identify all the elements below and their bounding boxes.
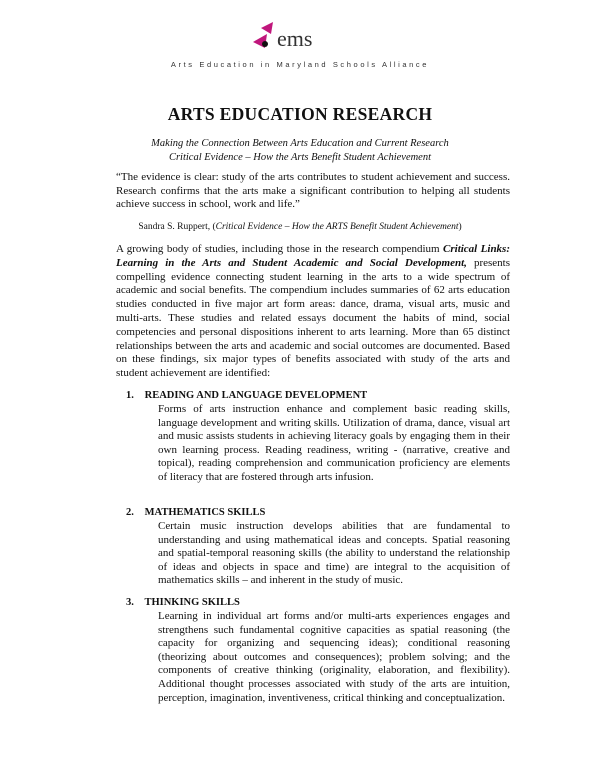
section-body: Learning in individual art forms and/or multi-arts experiences engages and strengthens such fundamental cognitive capacities as spatial reasoning (the capacity for organizing and sequencing ideas); conditional reasoning (theorizing about outcomes and consequences); problem solving; and the components of creative thinking (originality, elaboration, and flexibility). Additional thought processes associated with study of the arts are intuition, perception, imagination, inventiveness, critical thinking and conceptualization. <box>158 610 510 704</box>
subtitle <box>0 137 600 165</box>
section-number: 3. <box>126 597 134 608</box>
quote: “The evidence is clear: study of the arts contributes to student achievement and success. Research confirms that the arts make a significant contribution to helping all students achieve success in school, work and life.” <box>116 171 510 210</box>
section-title: THINKING SKILLS <box>144 597 240 608</box>
logo-text: ems <box>277 26 313 51</box>
citation-close: ) <box>458 222 462 232</box>
logo-mark <box>245 18 355 56</box>
citation-author: Sandra S. Ruppert, ( <box>138 222 216 232</box>
section-body: Forms of arts instruction enhance and complement basic reading skills, language development and writing skills. Utilization of drama, dance, visual art and music assists students in achieving literacy goals by engaging them in their own learning process. Reading readiness, writing - (narrative, creative and topical), reading comprehension and communication proficiency are elements of literacy that are fostered through arts infusion. <box>158 403 510 483</box>
section-body: Certain music instruction develops abilities that are fundamental to understanding and using mathematical ideas and concepts. Spatial reasoning and spatial-temporal reasoning skills (the ability to understand the relationship of ideas and objects in space and time) are integral to the acquisition of mathematics skills – and inherent in the study of music. <box>158 520 510 587</box>
section-number: 1. <box>126 390 134 401</box>
citation-work: Critical Evidence – How the ARTS Benefit Student Achievement <box>215 222 459 232</box>
page-title: ARTS EDUCATION RESEARCH <box>167 104 433 124</box>
section-title: READING AND LANGUAGE DEVELOPMENT <box>144 390 368 401</box>
section-heading <box>126 389 510 403</box>
section-mathematics <box>126 506 510 588</box>
section-heading <box>126 506 510 520</box>
intro-bold: Critical Links: Learning in the Arts and Student Academic and Social Development, <box>116 243 511 269</box>
subtitle-line-2: Critical Evidence – How the Arts Benefit Student Achievement <box>168 152 432 163</box>
intro-before: A growing body of studies, including those in the research compendium <box>116 243 444 255</box>
section-number: 2. <box>126 507 134 518</box>
subtitle-line-1: Making the Connection Between Arts Education and Current Research <box>151 138 449 149</box>
section-thinking <box>126 596 510 705</box>
citation <box>0 222 600 232</box>
intro-after: presents compelling evidence connecting student learning in the arts to a wide spectrum of academic and social benefits. The compendium includes summaries of 62 arts education studies conducted in five major art form areas: dance, drama, visual arts, music and multi-arts. These studies and related essays document the habits of mind, social competencies and personal dispositions inherent to arts learning. More than 65 distinct relationships between the arts and academic and social outcomes are documented. Based on these findings, six major types of benefits associated with study of the arts and student achievement are identified: <box>116 256 511 380</box>
intro-paragraph <box>116 243 510 381</box>
tagline: Arts Education in Maryland Schools Alliance <box>170 60 430 69</box>
section-reading <box>126 389 510 485</box>
section-heading <box>126 596 510 610</box>
logo <box>0 18 600 56</box>
section-title: MATHEMATICS SKILLS <box>144 507 266 518</box>
